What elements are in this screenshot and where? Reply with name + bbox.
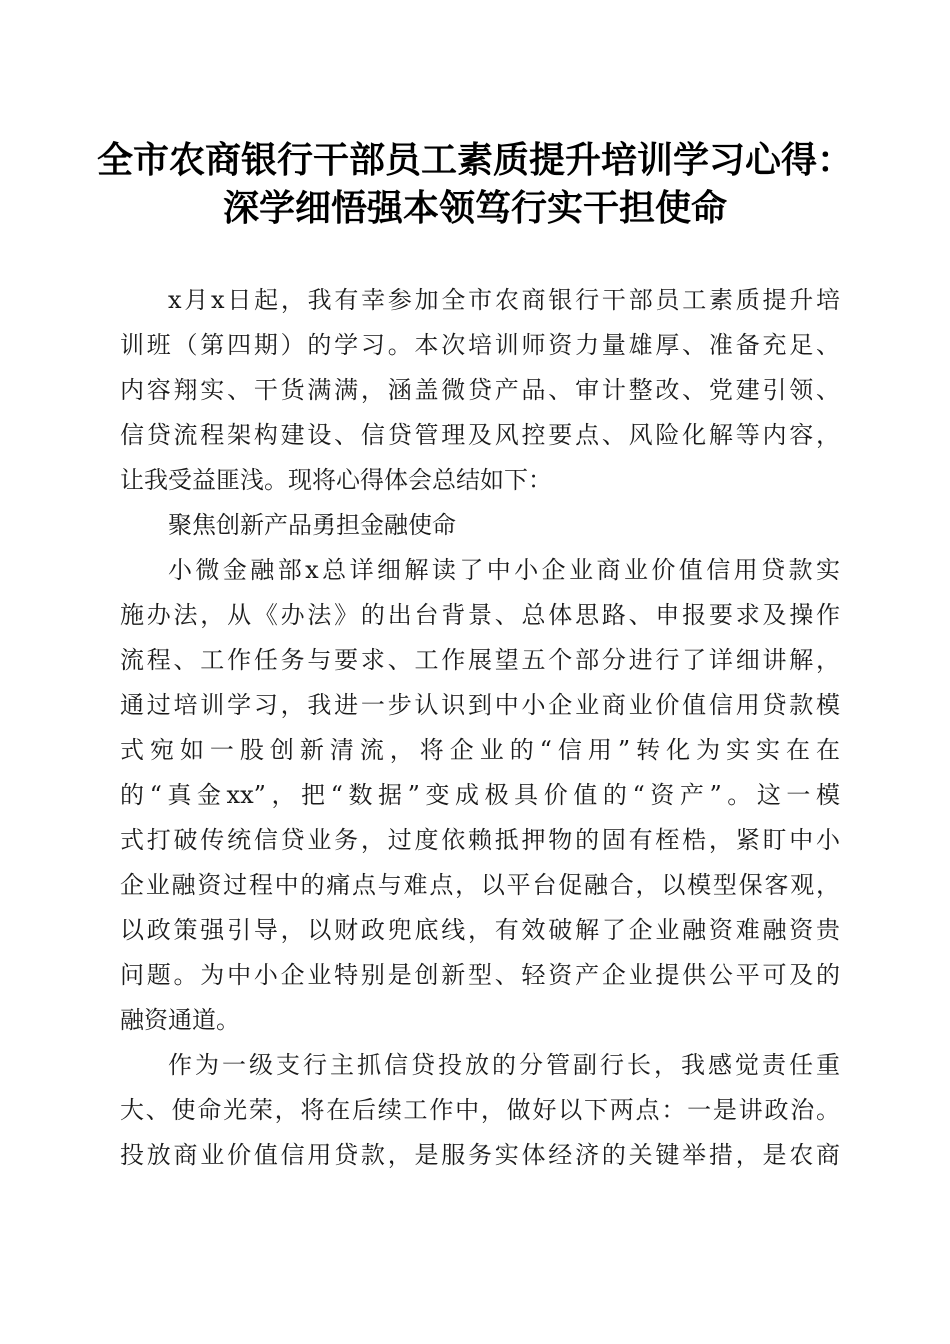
paragraph-line: 流程、工作任务与要求、工作展望五个部分进行了详细讲解， bbox=[120, 646, 840, 674]
paragraph-line: 让我受益匪浅。现将心得体会总结如下： bbox=[120, 466, 552, 494]
paragraph-line: 通过培训学习，我进一步认识到中小企业商业价值信用贷款模 bbox=[120, 691, 840, 719]
paragraph-line: 作为一级支行主抓信贷投放的分管副行长，我感觉责任重 bbox=[168, 1051, 840, 1079]
paragraph-line: 施办法，从《办法》的出台背景、总体思路、申报要求及操作 bbox=[120, 601, 840, 629]
paragraph-line: 内容翔实、干货满满，涵盖微贷产品、审计整改、党建引领、 bbox=[120, 376, 840, 404]
document-title-line-2: 深学细悟强本领笃行实干担使命 bbox=[222, 187, 727, 229]
paragraph-line: 大、使命光荣，将在后续工作中，做好以下两点：一是讲政治。 bbox=[120, 1096, 840, 1124]
paragraph-line: 的“真金xx”，把“数据”变成极具价值的“资产”。这一模 bbox=[120, 781, 840, 809]
paragraph-line: 问题。为中小企业特别是创新型、轻资产企业提供公平可及的 bbox=[120, 961, 840, 989]
paragraph-line: 式宛如一股创新清流，将企业的“信用”转化为实实在在 bbox=[120, 736, 840, 764]
paragraph-line: x月x日起，我有幸参加全市农商银行干部员工素质提升培 bbox=[168, 286, 840, 314]
paragraph-line: 融资通道。 bbox=[120, 1006, 240, 1034]
paragraph-line: 训班（第四期）的学习。本次培训师资力量雄厚、准备充足、 bbox=[120, 331, 840, 359]
paragraph-line: 小微金融部x总详细解读了中小企业商业价值信用贷款实 bbox=[168, 556, 840, 584]
paragraph-line: 以政策强引导，以财政兜底线，有效破解了企业融资难融资贵 bbox=[120, 916, 840, 944]
document-title-line-1: 全市农商银行干部员工素质提升培训学习心得： bbox=[96, 139, 853, 181]
paragraph-line: 企业融资过程中的痛点与难点，以平台促融合，以模型保客观， bbox=[120, 871, 840, 899]
section-heading: 聚焦创新产品勇担金融使命 bbox=[168, 511, 456, 539]
paragraph-line: 式打破传统信贷业务，过度依赖抵押物的固有桎梏，紧盯中小 bbox=[120, 826, 840, 854]
paragraph-line: 投放商业价值信用贷款，是服务实体经济的关键举措，是农商 bbox=[120, 1141, 840, 1169]
paragraph-line: 信贷流程架构建设、信贷管理及风控要点、风险化解等内容， bbox=[120, 421, 840, 449]
